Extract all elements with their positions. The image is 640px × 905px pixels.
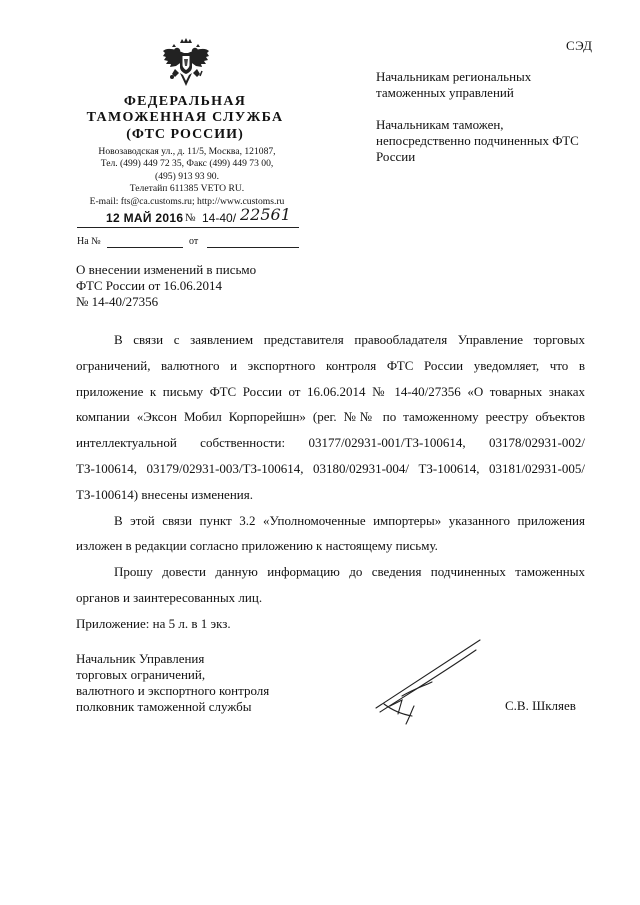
org-line-2: ТАМОЖЕННАЯ СЛУЖБА: [86, 110, 284, 125]
reference-line: [77, 236, 299, 252]
registration-underline: [77, 227, 299, 228]
organization-short-name: (ФТС РОССИИ): [126, 127, 244, 142]
position-line: полковник таможенной службы: [76, 699, 252, 714]
body-paragraph: В связи с заявлением представителя правообладателя Управление торговых ограничений, валютного и экспортного контроля ФТС России уведомляет, что в приложение к письму ФТС России от 16.06.2014 № 14-40/27356 «О товарных знаках компании «Эксон Мобил Корпорейшн» (рег. №№ по таможенному реестру объектов интеллектуальной собственности: 03177/02931-001/ТЗ-100614, 03178/02931-002/ТЗ-100614, 03179/02931-003/ТЗ-100614, 03180/02931-004/ ТЗ-100614, 03181/02931-005/ТЗ-100614) внесены изменения.: [76, 332, 585, 502]
signer-position: [76, 651, 316, 715]
registration-line: [77, 205, 299, 228]
letter-subject: [76, 262, 316, 310]
addressee: Начальникам региональных таможенных управлений: [376, 69, 532, 100]
contact-line: Новозаводская ул., д. 11/5, Москва, 121087,: [98, 146, 276, 157]
contact-line: E-mail: fts@ca.customs.ru; http://www.customs.ru: [89, 195, 285, 207]
corner-mark: СЭД: [566, 38, 593, 53]
coat-of-arms-icon: [161, 37, 211, 89]
handwritten-signature-icon: [372, 636, 484, 728]
reference-date-label: от: [189, 236, 199, 247]
number-label: №: [185, 212, 196, 224]
letter-body: [76, 327, 585, 611]
body-paragraph: В этой связи пункт 3.2 «Уполномоченные импортеры» указанного приложения изложен в редакции согласно приложению к настоящему письму.: [76, 512, 585, 554]
position-line: валютного и экспортного контроля: [76, 683, 270, 698]
contact-line: Телетайп 611385 VETO RU.: [129, 183, 245, 195]
organization-name: [70, 94, 300, 126]
addressee-block: [376, 69, 596, 181]
position-line: Начальник Управления: [76, 651, 205, 666]
subject-line: № 14-40/27356: [76, 294, 159, 309]
reference-number-blank: [107, 247, 183, 248]
registration-date-stamp: 12 МАЙ 2016: [106, 211, 184, 225]
subject-line: ФТС России от 16.06.2014: [76, 278, 223, 293]
subject-line: О внесении изменений в письмо: [76, 262, 257, 277]
reference-number-label: На №: [77, 236, 101, 247]
registration-number-handwritten: 22561: [240, 205, 291, 224]
body-paragraph: Прошу довести данную информацию до сведения подчиненных таможенных органов и заинтересованных лиц.: [76, 564, 585, 605]
contact-line: Тел. (499) 449 72 35, Факс (499) 449 73 00,: [100, 158, 274, 170]
registration-number-prefix: 14-40/: [202, 211, 237, 225]
signer-name: С.В. Шкляев: [505, 698, 576, 713]
addressee: Начальникам таможен, непосредственно подчиненных ФТС России: [376, 117, 579, 164]
contact-line: (495) 913 93 90.: [155, 170, 219, 182]
reference-date-blank: [207, 247, 299, 248]
attachment-note: Приложение: на 5 л. в 1 экз.: [76, 616, 231, 631]
position-line: торговых ограничений,: [76, 667, 206, 682]
contact-block: [72, 146, 302, 208]
org-line-1: ФЕДЕРАЛЬНАЯ: [123, 94, 247, 109]
